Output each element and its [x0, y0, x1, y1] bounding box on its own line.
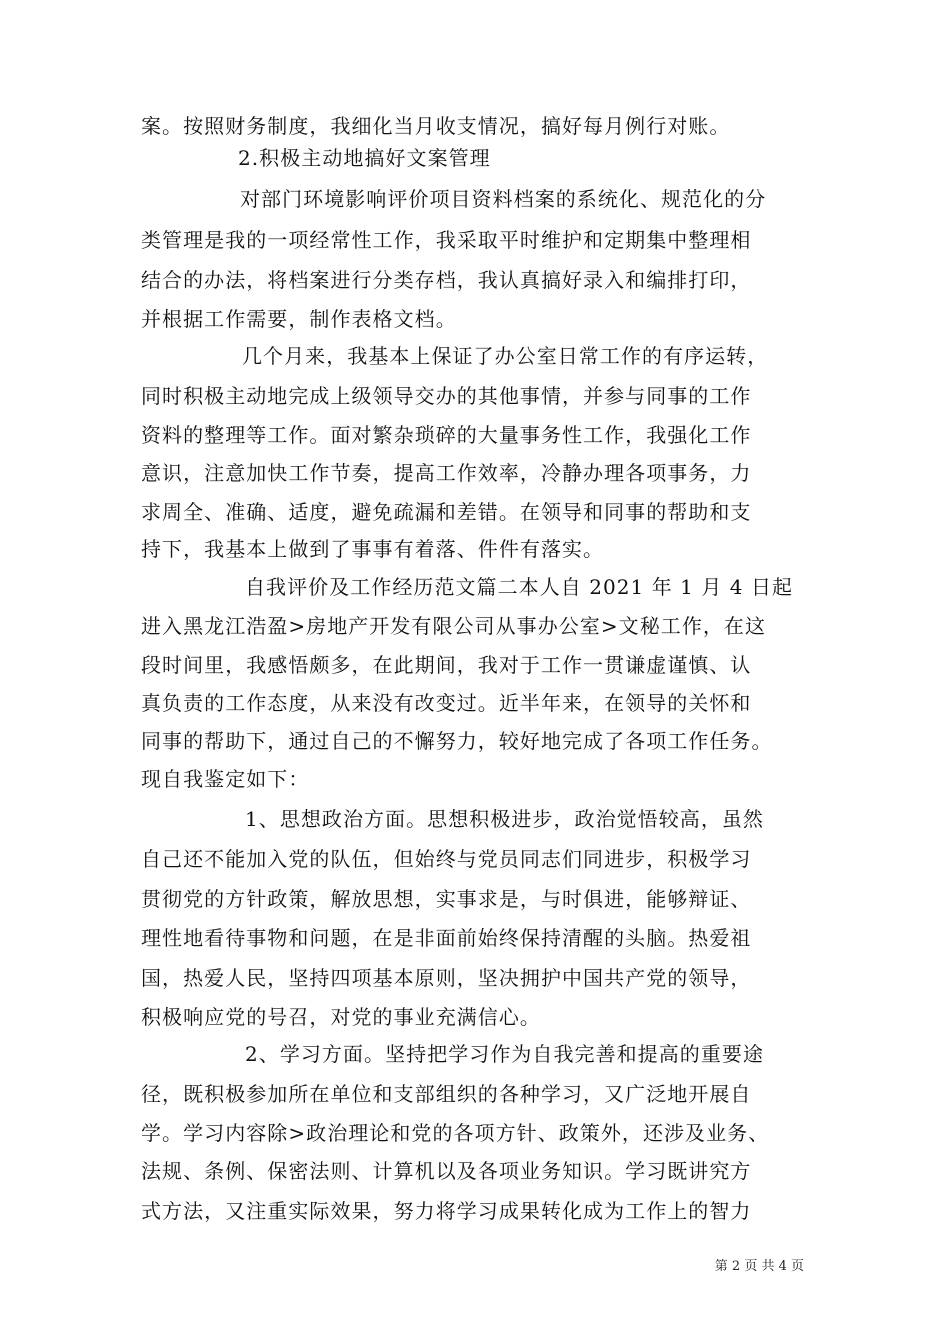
text-line: 对部门环境影响评价项目资料档案的系统化、规范化的分 [240, 187, 767, 211]
text-line: 同事的帮助下，通过自己的不懈努力，较好地完成了各项工作任务。 [141, 729, 773, 753]
text-line: 段时间里，我感悟颇多，在此期间，我对于工作一贯谦虚谨慎、认 [141, 653, 752, 677]
text-line: 资料的整理等工作。面对繁杂琐碎的大量事务性工作，我强化工作 [141, 423, 752, 447]
text-line: 现自我鉴定如下： [141, 767, 310, 791]
text-line: 式方法，又注重实际效果，努力将学习成果转化成为工作上的智力 [141, 1199, 752, 1223]
text-line: 求周全、准确、适度，避免疏漏和差错。在领导和同事的帮助和支 [141, 500, 752, 524]
text-line: 积极响应党的号召，对党的事业充满信心。 [141, 1005, 541, 1029]
text-line: 自己还不能加入党的队伍，但始终与党员同志们同进步，积极学习 [141, 847, 752, 871]
text-line: 2、学习方面。坚持把学习作为自我完善和提高的重要途 [245, 1042, 764, 1066]
text-line: 持下，我基本上做到了事事有着落、件件有落实。 [141, 537, 605, 561]
text-line: 贯彻党的方针政策，解放思想，实事求是，与时俱进，能够辩证、 [141, 887, 752, 911]
text-line: 意识，注意加快工作节奏，提高工作效率，冷静办理各项事务，力 [141, 461, 752, 485]
text-line: 理性地看待事物和问题，在是非面前始终保持清醒的头脑。热爱祖 [141, 926, 752, 950]
text-line: 结合的办法，将档案进行分类存档，我认真搞好录入和编排打印， [141, 268, 752, 292]
text-line: 自我评价及工作经历范文篇二本人自 2021 年 1 月 4 日起 [245, 575, 794, 599]
text-line: 类管理是我的一项经常性工作，我采取平时维护和定期集中整理相 [141, 228, 752, 252]
text-line: 国，热爱人民，坚持四项基本原则，坚决拥护中国共产党的领导， [141, 966, 752, 990]
text-line: 真负责的工作态度，从来没有改变过。近半年来，在领导的关怀和 [141, 691, 752, 715]
text-line: 1、思想政治方面。思想积极进步，政治觉悟较高，虽然 [245, 807, 764, 831]
text-line: 同时积极主动地完成上级领导交办的其他事情，并参与同事的工作 [141, 384, 752, 408]
text-line: 径，既积极参加所在单位和支部组织的各种学习，又广泛地开展自 [141, 1082, 752, 1106]
text-line: 学。学习内容除>政治理论和党的各项方针、政策外，还涉及业务、 [141, 1121, 770, 1145]
text-line: 案。按照财务制度，我细化当月收支情况，搞好每月例行对账。 [141, 114, 731, 138]
text-line: 进入黑龙江浩盈>房地产开发有限公司从事办公室>文秘工作，在这 [141, 614, 767, 638]
text-line: 法规、条例、保密法则、计算机以及各项业务知识。学习既讲究方 [141, 1159, 752, 1183]
text-line: 几个月来，我基本上保证了办公室日常工作的有序运转， [242, 344, 769, 368]
text-line: 并根据工作需要，制作表格文档。 [141, 307, 457, 331]
text-line: 2.积极主动地搞好文案管理 [238, 146, 491, 170]
page-number-footer: 第 2 页 共 4 页 [714, 1259, 804, 1274]
